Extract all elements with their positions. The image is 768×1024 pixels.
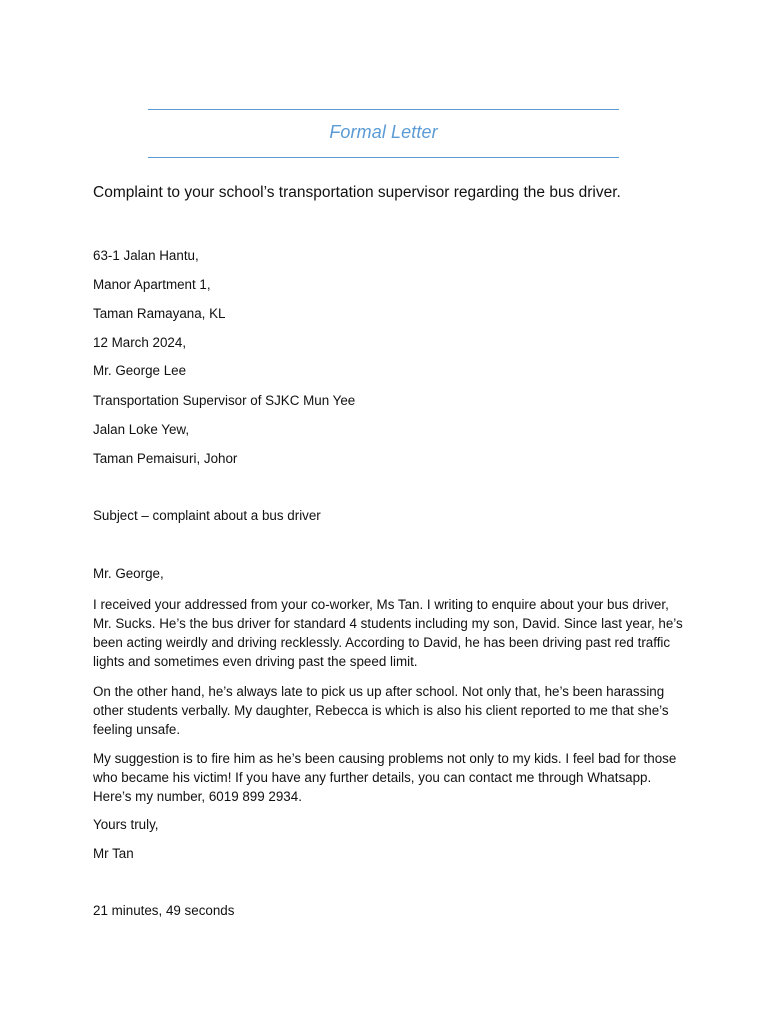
document-title: Formal Letter bbox=[329, 122, 438, 142]
body-paragraph-3: My suggestion is to fire him as he’s been causing problems not only to my kids. I feel bad for those who became his victim! If you have any further details, you can contact me through Whatsapp. Here’s my number, 6019 899 2934. bbox=[93, 751, 677, 804]
signature: Mr Tan bbox=[93, 846, 134, 861]
recipient-address-line-1: Jalan Loke Yew, bbox=[93, 422, 190, 437]
task-prompt: Complaint to your school’s transportation supervisor regarding the bus driver. bbox=[93, 184, 621, 201]
recipient-name: Mr. George Lee bbox=[93, 363, 187, 378]
title-bottom-rule bbox=[148, 157, 619, 158]
title-top-rule bbox=[148, 109, 619, 110]
sender-address-line-1: 63-1 Jalan Hantu, bbox=[93, 248, 199, 263]
writing-duration: 21 minutes, 49 seconds bbox=[93, 903, 235, 918]
recipient-title: Transportation Supervisor of SJKC Mun Yee bbox=[93, 393, 356, 408]
letter-date: 12 March 2024, bbox=[93, 335, 187, 350]
salutation: Mr. George, bbox=[93, 566, 164, 581]
closing: Yours truly, bbox=[93, 817, 159, 832]
body-paragraph-2: On the other hand, he’s always late to pick us up after school. Not only that, he’s been harassing other students verbally. My daughter, Rebecca is which is also his client reported to me that she’s feeling unsafe. bbox=[93, 684, 669, 737]
body-paragraph-1: I received your addressed from your co-worker, Ms Tan. I writing to enquire about your bus driver, Mr. Sucks. He’s the bus driver for standard 4 students including my son, David. Since last year, he’s been acting weirdly and driving recklessly. According to David, he has been driving past red traffic lights and sometimes even driving past the speed limit. bbox=[93, 597, 683, 669]
letter-subject: Subject – complaint about a bus driver bbox=[93, 508, 321, 523]
sender-address-line-2: Manor Apartment 1, bbox=[93, 277, 211, 292]
sender-address-line-3: Taman Ramayana, KL bbox=[93, 306, 226, 321]
recipient-address-line-2: Taman Pemaisuri, Johor bbox=[93, 451, 238, 466]
